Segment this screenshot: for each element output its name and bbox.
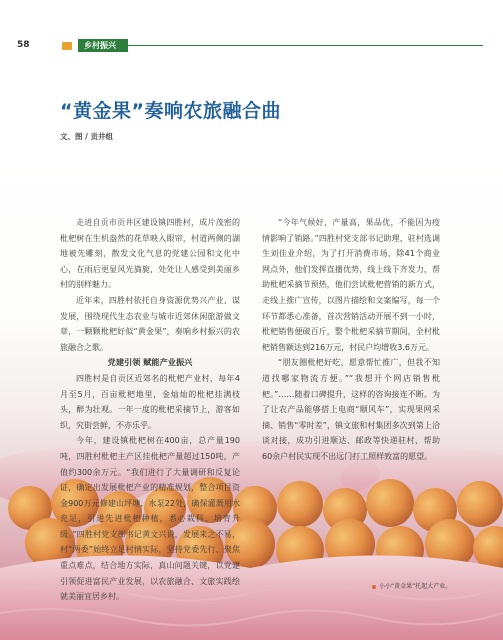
paragraph: 近年来，四胜村依托自身资源优势兴产业、谋发展，围绕现代生态农业与城市近郊休闲旅游做文章，一颗颗枇杷好似“黄金果”，奏响乡村振兴的农旅融合之歌。 <box>60 295 240 352</box>
right-column <box>262 215 440 465</box>
article-byline: 文、图 / 贡井组 <box>60 132 113 141</box>
caption-text: 小小“黄金果”托起大产业。 <box>379 583 452 590</box>
section-tag: 乡村振兴 <box>78 39 128 52</box>
photo-caption <box>372 581 451 590</box>
paragraph: “朋友圈枇杷好吃，愿意帮忙推广，但我不知道找哪家物流方便。”“我想开个网店销售枇杷。”……随着口碑提升，这样的咨询接连不断。为了让农产品能够搭上电商“顺风车”，实现果网采摘、销售“零时差”，镇文旅和村集团多次到第上洽谈对接，成功引进顺达、邮政等快递驻村，帮助60余户村民实现不出远门打工照样致富的愿望。 <box>262 358 440 461</box>
paragraph: 今年，建设镇枇杷树在400亩，总产量190吨，四胜村枇杷主产区挂枇杷产量超过150吨，产值约300余万元。“我们进行了大量调研和反复论证，确定出发展枇杷产业的精准规划，整合项目资金900万元修建山坪塘，水泵22处，确保灌溉用水充足，引进先进枇杷种植，悉心栽科、培育升级。”四胜村党支部书记黄文兴说，发展来之不易，村“两委”始终立足村情实际，坚持党委先行、聚焦重点难点，结合地方实际，真山问题关键，以党建引领促进富民产业发展，以农旅融合、文旅实践绘就美丽宜居乡村。 <box>60 436 240 602</box>
article-title: “黄金果”奏响农旅融合曲 <box>60 100 281 122</box>
paragraph: “今年气候好，产量高，果品优，不能因为疫情影响了销路。”四胜村党支部书记助理、驻村选调生刘佳业介绍，为了打开消费市场，除41个商业网点外，他们发挥直播优势，线上线下齐发力，帮助枇杷采摘节预热，他们尝试枇杷营销的新方式，走线上推广宣传，以图片描绘和文案编写，每一个环节都悉心准备，首次营销活动开展不到一小时，枇杷销售便破百斤，整个枇杷采摘节期间，全村枇杷销售额达到216万元，村民户均增收3.6万元。 <box>262 218 440 352</box>
page-number: 58 <box>17 40 30 50</box>
paragraph: 四胜村是自贡区近郊名的枇杷产业村，每年4月至5月，百亩枇杷地里，金灿灿的枇杷挂满枝头，醉为壮观。一年一度的枇杷采摘节上，游客如织，究街尝鲜，不亦乐乎。 <box>60 373 240 430</box>
header-rule <box>128 45 483 46</box>
section-marker-icon <box>62 42 72 50</box>
caption-bullet-icon <box>372 585 376 589</box>
left-column <box>60 215 240 605</box>
section-subhead: 党建引领 赋能产业振兴 <box>107 357 193 368</box>
paragraph: 走进自贡市贡井区建设镇四胜村，成片茂密的枇杷树在生机盎然的花草映入眼帘，村道两侧的湖地被先雕刻，散发文化气息的党建公园和文化中心，在雨后更显风光旖旎，处处让人感受到美丽乡村的别样魅力。 <box>60 218 240 290</box>
